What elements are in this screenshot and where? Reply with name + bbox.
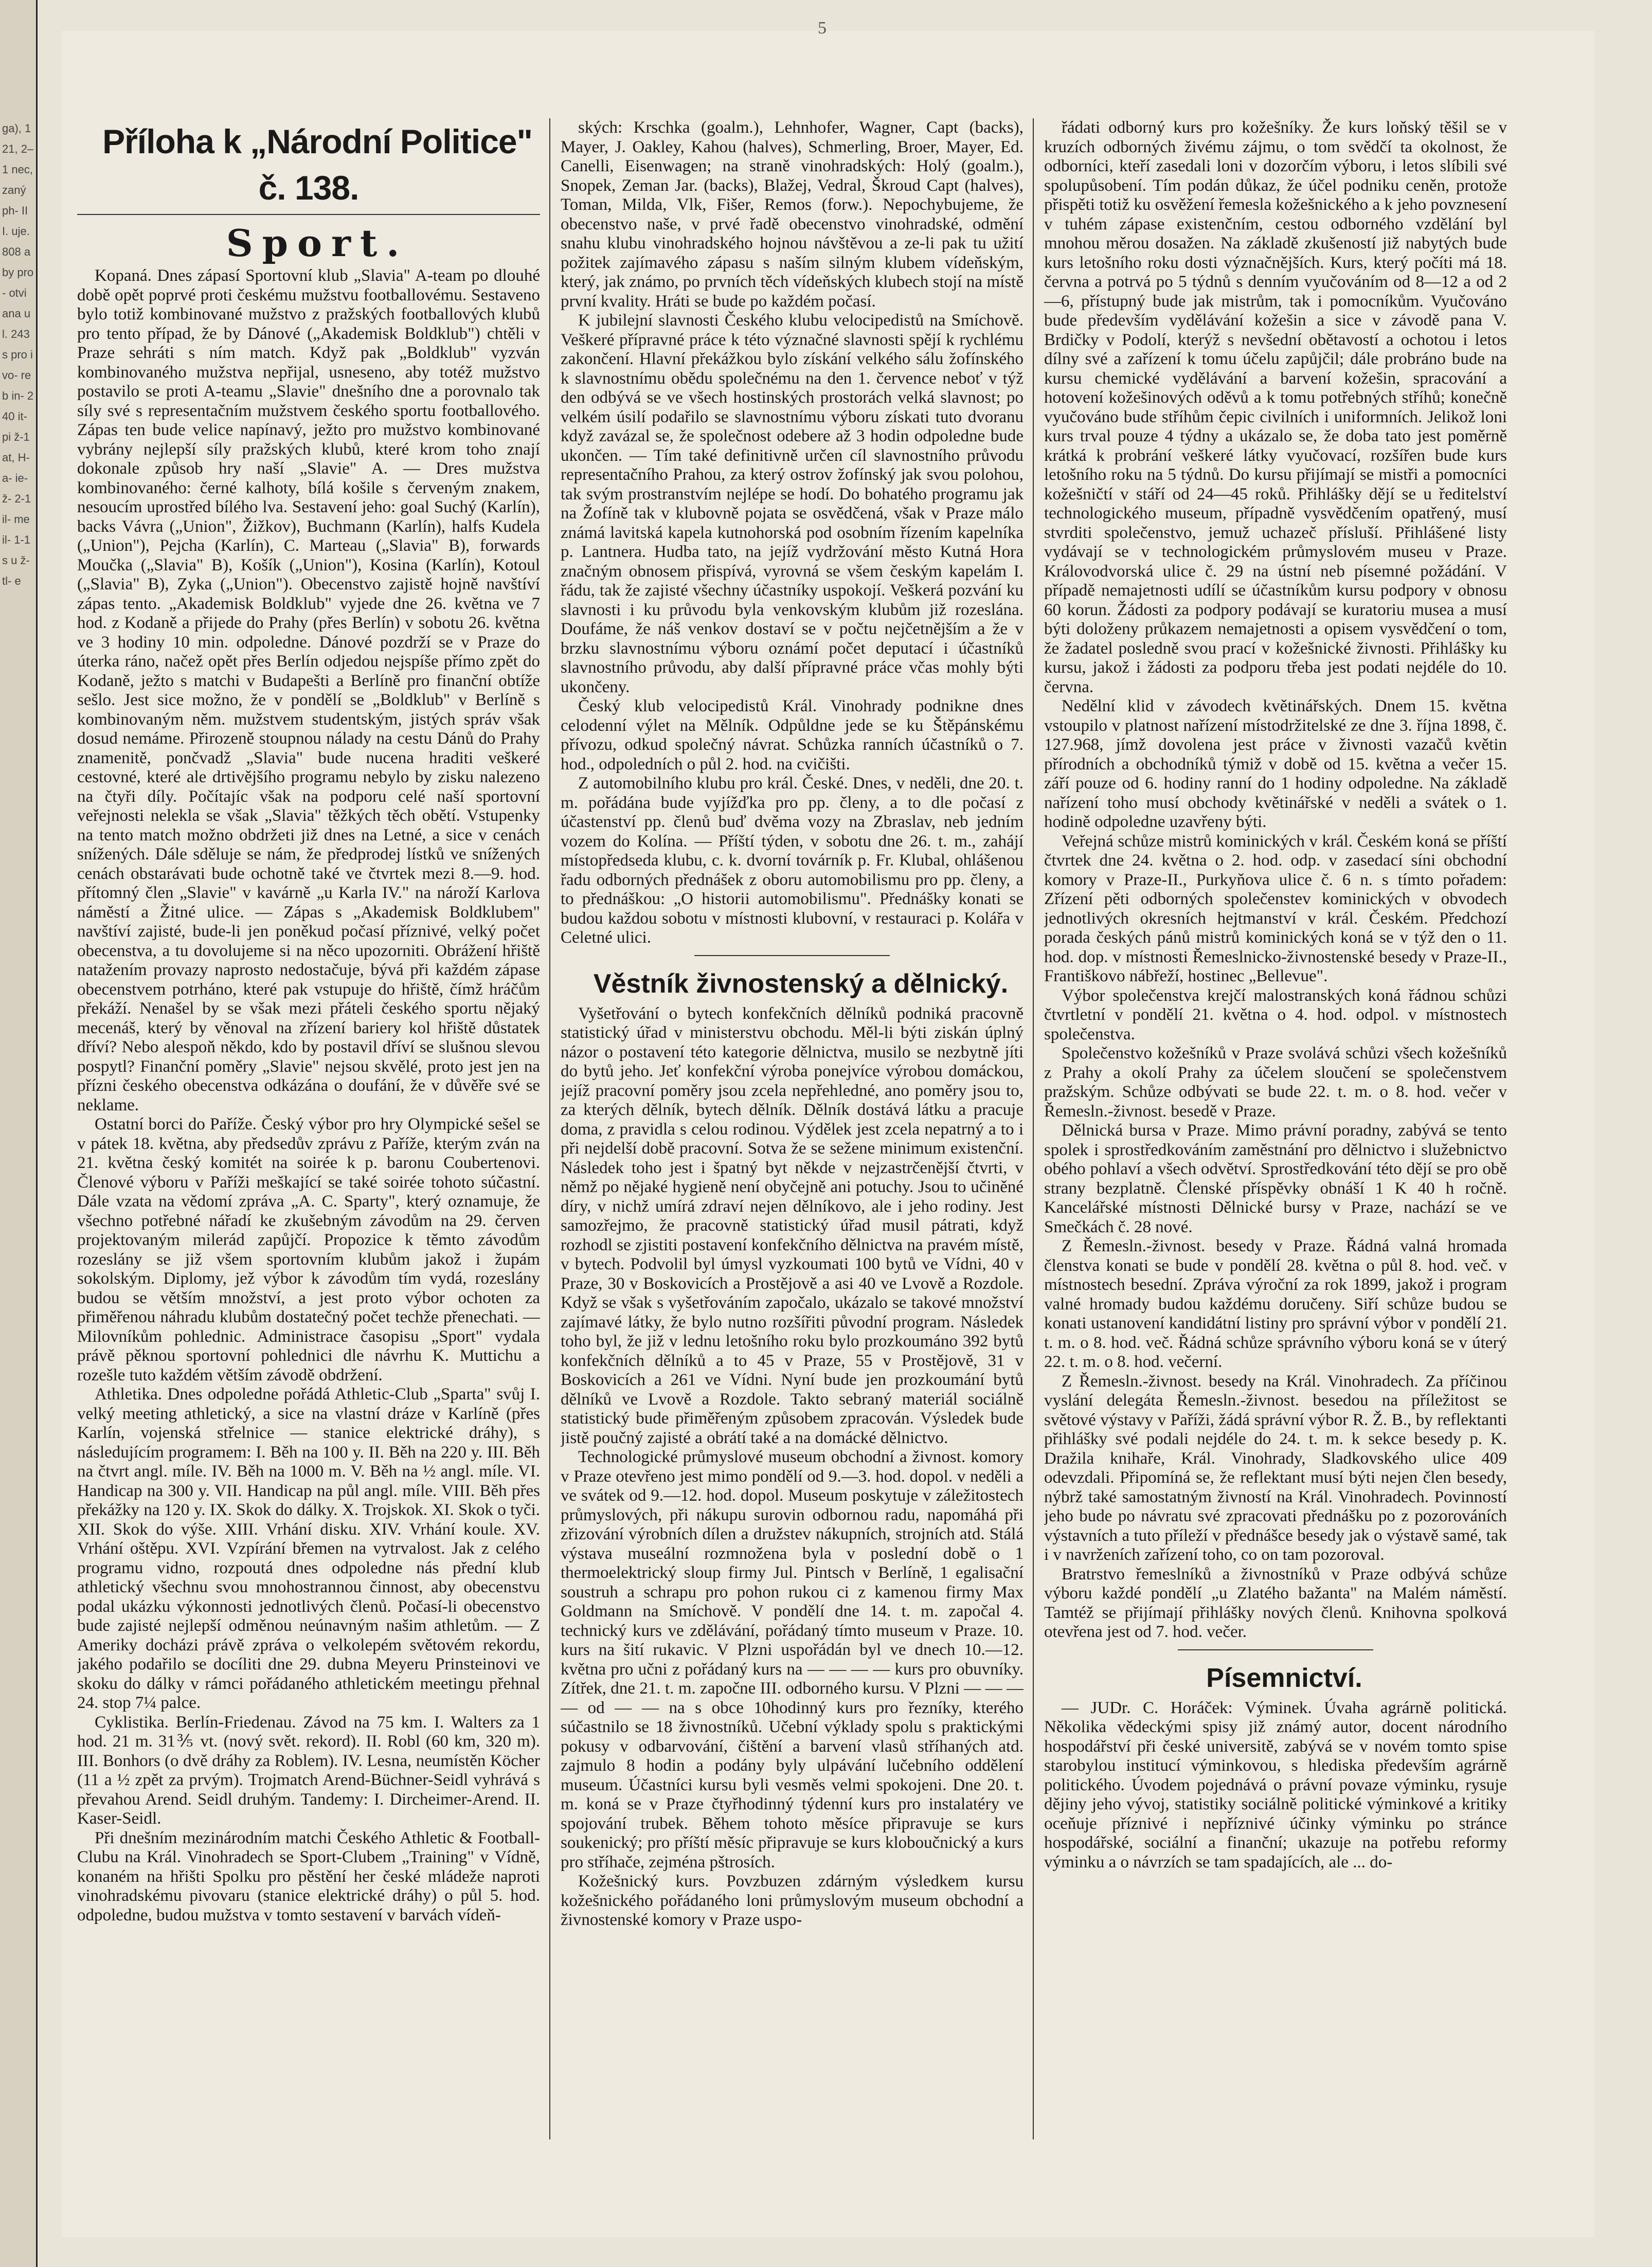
- article-konfekce: Vyšetřování o bytech konfekčních dělníků podniká pracovně statistický úřad v ministerstvu obchodu. Měl-li býti ziskán úplný názor o postavení této kategorie dělnictva, musilo se nezbytně jíti do bytů jeho. Jeť konfekční výroba ponejvíce výrobou domáckou, jejíž pracovní poměry jsou zcela nepřehledné, ano poměry jsou to, za kterých dělník, bytech dělník. Dělník dostává látku a pracuje doma, z pravidla s celou rodinou. Výdělek jest zcela nepatrný a to i při nejdelší době pracovní. Sotva že se sežene minimum existenční. Následek toho jest i špatný byt někde v nejzastrčenější čtvrti, v němž po nějaké hygieně není obyčejně ani potuchy. Jsou to učiněné díry, v nichž umírá zdraví nejen dělníkovo, ale i jeho rodiny. Jest samozřejmo, že pracovně statistický úřad musil pátrati, když rozhodl se zjistiti postavení konfekčního dělnictva na pravém místě, v bytech. Podvolil byl úmysl vyzkoumati 100 bytů ve Vídni, 40 v Praze, 30 v Boskovicích a Prostějově a asi 40 ve Lvově a Rozdole. Když se však s vyšetřováním započalo, ukázalo se takové množství zajímavé látky, že bylo nutno rozšířiti původní program. Následek toho byl, že již v lednu letošního roku bylo prozkoumáno 392 bytů konfekčních dělníků a to 45 v Praze, 55 v Prostějově, 31 v Boskovicích a 261 ve Vídni. Nyní bude jen prozkoumání bytů dělníků ve Lvově a Rozdole. Takto sebraný materiál sociálně statistický bude přiměřeným způsobem zpracován. Výsledek bude jistě poučný zajisté a obrátí také a na domácké dělnictvo.: [561, 1004, 1023, 1447]
- gutter-fragment-text: ga), 121, 2–1 nec, zaný ph- III. uje. 808 aby pro- otvi ana ul. 243 s pro ivo- reb in- 240 it- pi ž-1 at, H- a- ie- ž- 2-1 il- me il- 1-1 s u ž- tl- e: [2, 122, 34, 587]
- article-beseda-vinohrady: Z Řemesln.-živnost. besedy na Král. Vinohradech. Za příčinou vyslání delegáta Řemesln.-živnost. besedou na příležitost se světové výstavy v Paříži, žádá správní výbor R. Ž. B., by reflektanti přihlášky své podali nejdéle do 24. t. m. k sekce besedy p. K. Dražila knihaře, Král. Vinohrady, Sladkovského ulice 409 odevzdali. Připomíná se, že reflektant musí býti nejen člen besedy, nýbrž také samostatným živností na Král. Vinohradech. Povinností jeho bude po návratu své zpracovati přednášku po z pozorováních výstavních a tuto příleží v přednášce besedy jak o výstavě samé, tak i v navrženích zařízení toho, co on tam pozoroval.: [1044, 1372, 1507, 1564]
- article-krejci: Výbor společenstva krejčí malostranských koná řádnou schůzi čtvrtletní v pondělí 21. května o 4. hod. odpol. v místnostech společenstva.: [1044, 986, 1507, 1043]
- vestnik-section-title: Věstník živnostenský a dělnický.: [593, 968, 1009, 999]
- article-kominici: Veřejná schůze mistrů kominických v král. Českém koná se příští čtvrtek dne 24. května o 2. hod. odp. v zasedací síni obchodní komory v Praze-II., Purkyňova ulice č. 6 n. s tímto pořadem: Zřízení pěti odborných společenstev kominických v obvodech jednotlivých okresních hejtmanství v král. Českém. Předchozí porada českých pánů mistrů kominických koná se v týž den o 11. hod. dop. v místnosti Řemeslnicko-živnostenské besedy v Praze-II., Františkovo nábřeží, hostinec „Bellevue".: [1044, 832, 1507, 985]
- article-delnicka-bursa: Dělnická bursa v Praze. Mimo právní poradny, zabývá se tento spolek i sprostředkováním zaměstnání pro dělnictvo i služebnictvo obého pohlaví a všech odvětví. Sprostředkování této dějí se pro obě strany bezplatně. Členské příspěvky obnáší 1 K 40 h ročně. Kancelářské místnosti Dělnické bursy v Praze, nachází se ve Smečkách č. 28 nové.: [1044, 1121, 1507, 1236]
- left-gutter: [0, 0, 38, 2267]
- title-rule: [77, 214, 540, 215]
- article-kozesnici: Společenstvo kožešníků v Praze svolává schůzi všech kožešníků z Prahy a okolí Prahy za účelem sloučení se společenstvem pražským. Schůze odbývati se bude 22. t. m. o 8. hod. večer v Řemesln.-živnost. besedě v Praze.: [1044, 1044, 1507, 1121]
- article-technologicke-museum: Technologické průmyslové museum obchodní a živnost. komory v Praze otevřeno jest mimo pondělí od 9.—3. hod. dopol. v neděli a ve svátek od 9.—12. hod. dopol. Museum poskytuje v záležitostech průmyslových, při nákupu surovin odbornou radu, napomáhá při zřizování výrobních dílen a družstev nákupních, strojních atd. Stálá výstava museální rozmnožena byla v poslední době o 1 thermoelektrický sloup firmy Jul. Pintsch v Berlíně, 1 egalisační soustruh a schrapu pro pohon rukou ci z kamenou firmy Max Goldmann na Smíchově. V pondělí dne 14. t. m. započal 4. technický kurs ve zdělávání, pořádaný tímto museum v Praze. 10. kurs na šití rukavic. V Plzni uspořádán byl ve dnech 10.—12. května pro učni z pořádaný kurs na — — — — kurs pro obuvníky. Zítřek, dne 21. t. m. započne III. odborného kursu. V Plzni — — — — od — — na s obce 10hodinný kurs pro řezníky, kterého súčastnilo se 18 živnostníků. Učební výklady spolu s praktickými pokusy v odbarvování, čištění a barvení vlasů stříhaných atd. zajmulo 8 hodin a podány byly ulpávání lučebního oddělení museum. Účastníci kursu byli vesměs velmi spokojeni. Dne 20. t. m. koná se v Praze čtyřhodinný týdenní kurs pro instalatéry ve spojování trubek. Během tohoto měsíce připravuje se kurs soukenický; pro příští měsíc připravuje se kurs kloboučnický a kurs pro stříhače, zejména pštrosích.: [561, 1448, 1023, 1872]
- article-kurs-continued: řádati odborný kurs pro kožešníky. Že kurs loňský těšil se v kruzích odborných živému zájmu, o tom svědčí ta okolnost, že odborníci, kteří zasedali loni v dozorčím výboru, i letos slíbili své spolupůsobení. Tím podán důkaz, že účel podniku ceněn, protože přispěti totiž ku osvěžení řemesla kožešnického a k jeho povznesení v tuhém zápase existenčním, cestou odborného vzdělání byl mnohou měrou dosažen. Na základě zkušeností již nabytých bude kurs letošního roku dosti význačnějších. Kurs, který počíti má 18. června a potrvá po 5 týdnů s denním vyučováním od 8—12 a od 2—6, přístupný bude jak mistrům, tak i pomocníkům. Vyučováno bude především vydělávání kožešin a sice v závodě pana V. Brdičky v Podolí, kterýž s nevšední obětavostí a ochotou i letos dílny své a zařízení k tomu účelu zapůjčil; dále probráno bude na kursu chemické vydělávání a barvení kožešin, spracování a hotovení kožešinových oděvů a k tomu potřebných stříhů; konečně vyučováno bude stříhům čepic civilních i uniformních. Jelikož loni kurs trval pouze 4 týdny a ukázalo se, že doba tato jest poměrně krátká k probrání veškeré látky vyučovací, rozšířen bude kurs letošního roku na 5 týdnů. Do kursu přijímají se mistři a pomocníci kožešničtí v stáří od 24—45 roků. Přihlášky dějí se u ředitelství technologického museum, případně vysvědčením opatřený, musí stvrditi společenstvo, jemuž uchazeč přísluší. Přihlášené listy vydávají se v technologickém průmyslovém museu v Praze. Královodvorská ulice č. 29 na ústní neb písemné požádání. V případě nemajetnosti udílí se účastníkům kursu podpory v obnosu 60 korun. Žádosti za podpory podávají se kuratoriu musea a musí býti doloženy průkazem nemajetnosti a opisem vysvědčení o tom, že žadatel posledně svou prací v kožešnické živnosti. Přihlášky ku kursu, jakož i žádosti za podporu třeba jest podati nejdéle do 10. června.: [1044, 118, 1507, 696]
- section-divider-2: [1178, 1649, 1373, 1650]
- article-kozesnicky-kurs: Kožešnický kurs. Povzbuzen zdárným výsledkem kursu kožešnického pořádaného loni průmyslovým museum obchodní a živnostenské komory v Praze uspo-: [561, 1872, 1023, 1929]
- article-jubilee-velocipede: K jubilejní slavnosti Českého klubu velocipedistů na Smíchově. Veškeré přípravné práce k této význačné slavnosti spějí k rychlému zakončení. Hlavní překážkou bylo získání velkého sálu žofínského k slavnostnímu obědu společnému na den 1. července neboť v týž den odbývá se ve všech hostinských prostorách velká slavnost; po velkém úsilí podařilo se slavnostnímu výboru získati tuto dvoranu když zavázal se, že společnost odebere až 3 hodin odpoledne bude ukončen. — Tím také definitivně určen cíl slavnostního průvodu representačního Prahou, za který ostrov žofínský jak svou polohou, tak svým prostranstvím nejlépe se hodí. Do bohatého programu jak na Žofíně tak v klubovně pojata se osvědčená, však v Praze málo známá lavitská kapela kutnohorská pod osobním řízením kapelníka p. Lantnera. Hudba tato, na jejíž vydržování město Kutná Hora značným obnosem přispívá, vyrovná se všem českým kapelám I. řádu, tak že zajisté všechny účastníky uspokojí. Veškerá pozvání ku slavnosti i ku průvodu byla venkovským klubům již rozeslána. Doufáme, že náš venkov dostaví se v počtu nejčetnějším a že v brzku slavnostnímu výboru oznámí počet deputací i účastníků slavnostního průvodu, aby další přípravné práce včas mohly býti ukončeny.: [561, 311, 1023, 696]
- column-rule-2: [1033, 118, 1034, 2139]
- article-nedelni-klid: Nedělní klid v závodech květinářských. Dnem 15. května vstoupilo v platnost nařízení místodržitelské ze dne 3. října 1898, č. 127.968, jímž dovolena jest práce v živnosti vazačů květin přírodních a obchodníků týmiž v době od 15. května a večer 15. září pouze od 6. hodiny ranní do 1 hodiny odpoledne. Na základě nařízení toho musí obchody květinářské v neděli a svátek o 1. hodině odpoledne uzavřeny býti.: [1044, 697, 1507, 831]
- sport-section-title: Sport.: [226, 221, 409, 265]
- column-1: [77, 118, 540, 2181]
- article-olympic: Ostatní borci do Paříže. Český výbor pro hry Olympické sešel se v pátek 18. května, aby předsedův zprávu z Paříže, kterým zván na 21. května český komitét na soirée k p. baronu Coubertenovi. Členové výboru v Paříži meškající se také soirée tohoto súčastní. Dále vzata na vědomí zpráva „A. C. Sparty", který oznamuje, že všechno potřebné nářadí ke zkušebným závodům na 29. červen projektovaným milerád zapůjčí. Propozice k těmto závodům rozeslány se již všem sportovním klubům jakož i župám sokolským. Diplomy, jež výbor k závodům tím vydá, rozeslány budou se větším množství, a jest proto výbor ochoten za přiměřenou náhradu klubům dostatečný počet techže přenechati. — Milovníkům pohlednic. Administrace časopisu „Sport" vydala právě pěknou sportovní pohlednici dle návrhu K. Muttichu a rozešle tuto každém větším závodě obdržení.: [77, 1115, 540, 1384]
- article-match-vinohrady: Při dnešním mezinárodním matchi Českého Athletic & Football-Clubu na Král. Vinohradech se Sport-Clubem „Training" v Vídně, konaném na hřišti Spolku pro pěstění her české mládeže naproti vinohradskému pivovaru (stanice elektrické dráhy) o půl 5. hod. odpoledne, budou mužstva v tomto sestavení v barvách vídeň-: [77, 1828, 540, 1924]
- pisemnictvi-section-title: Písemnictví.: [1206, 1663, 1362, 1693]
- article-bratrstvo: Bratrstvo řemeslníků a živnostníků v Praze odbývá schůze výboru každé pondělí „u Zlatého bažanta" na Malém náměstí. Tamtéž se přijímají přihlášky nových členů. Knihovna spolková otevřena jest od 7. hod. večer.: [1044, 1564, 1507, 1641]
- article-cyklistika: Cyklistika. Berlín-Friedenau. Závod na 75 km. I. Walters za 1 hod. 21 m. 31⅗ vt. (nový svět. rekord). II. Robl (60 km, 320 m). III. Bonhors (o dvě dráhy za Roblem). IV. Lesna, neumístěn Köcher (11 a ½ zpět za prvým). Trojmatch Arend-Büchner-Seidl vyhrává s převahou Arend. Seidl druhým. Tandemy: I. Dircheimer-Arend. II. Kaser-Seidl.: [77, 1713, 540, 1828]
- article-match-continued: ských: Krschka (goalm.), Lehnhofer, Wagner, Capt (backs), Mayer, J. Oakley, Kahou (halves), Schmerling, Broer, Mayer, Ed. Canelli, Eisenwagen; na straně vinohradských: Holý (goalm.), Snopek, Zeman Jar. (backs), Blažej, Vedral, Škroud Capt (halves), Toman, Milda, Vlk, Fišer, Remos (forw.). Nepochybujeme, že obecenstvo naše, v prvé řadě obecenstvo vinohradské, odmění snahu klubu vinohradského hojnou návštěvou a ze-li pak tu užití požitek zajímavého zápasu s naším silným klubem vídeňským, který, jak známo, po prvních těch vídeňských klubech stojí na místě první kvality. Hráti se bude po každém počasí.: [561, 118, 1023, 311]
- supplement-title: Příloha k „Národní Politice" č. 138.: [102, 122, 532, 207]
- article-beseda-praha: Z Řemesln.-živnost. besedy v Praze. Řádná valná hromada členstva konati se bude v pondělí 28. května o půl 8. hod. več. v místnostech besední. Zpráva výroční za rok 1899, jakož i program valné hromady budou každému doručeny. Siří schůze budou se konati ustanovení kandidátní listiny pro správní výbor v pondělí 21. t. m. o 8. hod. več. Řádná schůze správního výboru koná se v úterý 22. t. m. o 8. hod. večerní.: [1044, 1237, 1507, 1371]
- article-kopana: Kopaná. Dnes zápasí Sportovní klub „Slavia" A-team po dlouhé době opět poprvé proti českému mužstvu footballovému. Sestaveno bylo totiž kombinované mužstvo z pražských footballových klubů pro tento případ, že by Dánové („Akademisk Boldklub") chtěli v Praze sehráti s ním match. Když pak „Boldklub" vyzván kombinovaného mužstva nepřijal, usneseno, aby totéž mužstvo postavilo se proti A-teamu „Slavie" dnešního dne a porovnalo tak síly své s representačním mužstvem českého sportu footballového. Zápas ten bude velice napínavý, ježto pro mužstvo kombinované vybrány nejlepší síly pražských klubů, které krom toho znají dokonale způsob hry naší „Slavie" A. — Dres mužstva kombinovaného: černé kalhoty, bílá košile s červeným znakem, nesoucím uprostřed bílého lva. Sestavení jeho: goal Suchý (Karlín), backs Vávra („Union", Žižkov), Buchmann (Karlín), halfs Kudela („Union"), Pejcha (Karlín), C. Marteau („Slavia" B), forwards Moučka („Slavia" B), Košík („Union"), Kosina (Karlín), Kotoul („Slavia" B), Zyka („Union"). Obecenstvo zajistě hojně navštíví zápas tento. „Akademisk Boldklub" vyjede dne 26. května ve 7 hod. z Kodaně a přijede do Prahy (přes Berlín) v sobotu 26. května ve 3 hodiny 10 min. odpoledne. Dánové pozdrží se v Praze do úterka ráno, načež opět přes Berlín odjedou nejspíše přímo zpět do Kodaně, ježto s matchi v Budapešti a Berlíně pro finanční obtíže sešlo. Jest sice možno, že v pondělí se „Boldklub" v Berlíně s kombinovaným něm. mužstvem studentským, jistých správ však dosud nemáme. Přirozeně stoupnou nálady na cestu Dánů do Prahy znamenitě, pončvadž „Slavia" bude nucena hraditi veškeré cestovné, které ale drtivějšího programu nebylo by zisku nalezeno na čtyři díly. Počítajíc však na podporu celé naší sportovní veřejnosti nelekla se však „Slavia" těžkých těch obětí. Vstupenky na tento match možno obdržeti již dnes na Letné, a sice v cenách snížených. Dále sděluje se nám, že předprodej lístků ve snížených cenách obstarávati bude ochotně také ve čtvrtek mezi 8.—9. hod. přítomný člen „Slavie" v kavárně „u Karla IV." na nároží Karlova náměstí a Žitné ulice. — Zápas s „Akademisk Boldklubem" navštíví zajisté, bude-li jen poněkud počasí příznivé, velký počet obecenstva, a tu dovolujeme si na něco upozorniti. Obrážení hřiště natažením provazy naprosto nedostačuje, bývá při každém zápase obecenstvem potrháno, které pak vstupuje do hřiště, čímž hráčům překáží. Nenašel by se však mezi přáteli českého sportu nějaký mecenáš, který by věnoval na zřízení bariery kol hřiště důstatek dříví? Nebo alespoň někdo, kdo by postavil dříví se slušnou slevou pospytl? Finanční poměry „Slavie" nejsou skvělé, proto jest jen na přízni českého obecenstva odkázána o doufání, že v důvěře své se neklame.: [77, 266, 540, 1114]
- article-athletika: Athletika. Dnes odpoledne pořádá Athletic-Club „Sparta" svůj I. velký meeting athletický, a sice na vlastní dráze v Karlíně (přes Karlín, vojenská střelnice — stanice elektrické dráhy), s následujícím programem: I. Běh na 100 y. II. Běh na 220 y. III. Běh na čtvrt angl. míle. IV. Běh na 1000 m. V. Běh na ½ angl. míle. VI. Handicap na 300 y. VII. Handicap na půl angl. míle. VIII. Běh přes překážky na 120 y. IX. Skok do dálky. X. Trojskok. XI. Skok o tyči. XII. Skok do výše. XIII. Vrhání disku. XIV. Vrhání koule. XV. Vrhání oštěpu. XVI. Vzpírání břemen na vytrvalost. Jak z celého programu vidno, rozpoutá dnes odpoledne nás přední klub athletický všechnu svou mnohostrannou činnost, aby obecenstvu podal ukázku výkonnosti jednotlivých členů. Počasí-li obecenstvo bude zajisté nejlepší odměnou neúnavným našim athletům. — Z Ameriky docházi právě zpráva o velkolepém světovém rekordu, jakého podařilo se docíliti dne 29. dubna Meyeru Prinsteinovi ve skoku do dálky v rámci pořádaného athletickém meetingu přehnal 24. stop 7¼ palce.: [77, 1385, 540, 1712]
- article-vyminek-review: — JUDr. C. Horáček: Výminek. Úvaha agrárně politická. Několika vědeckými spisy již známý autor, docent národního hospodářství při české universitě, zabývá se v novém tomto spise starobylou institucí výminkovou, s hlediska především agrárně politického. Úvodem pojednává o právní povaze výminku, rysuje dějiny jeho vývoj, statistiky sociálně politické výminkové a kritiky oceňuje příznivé i nepříznivé účinky výminku po stránce hospodářské, sociální a finanční; ukazuje na potřebu reformy výminku a o návrzích se tam spadajících, ale ... do-: [1044, 1698, 1507, 1872]
- page-mark: 5: [818, 19, 827, 38]
- section-divider: [694, 955, 890, 956]
- article-vinohrady-club: Český klub velocipedistů Král. Vinohrady podnikne dnes celodenní výlet na Mělník. Odpůldne jede se ku Štěpánskému přívozu, odkud společný návrat. Schůzka ranních účastníků o 7. hod., odpoledních o půl 2. hod. na cvičišti.: [561, 697, 1023, 773]
- column-2: [561, 118, 1023, 2181]
- article-automobile-club: Z automobilního klubu pro král. České. Dnes, v neděli, dne 20. t. m. pořádána bude vyjížďka pro pp. členy, a to dle počasí z účastenství pp. členů buď dvěma vozy na Zbraslav, neb jedním vozem do Kolína. — Příští týden, v sobotu dne 26. t. m., zahájí místopředseda klubu, c. k. dvorní továrník p. Fr. Klubal, ohlášenou řadu odborných přednášek z oboru automobilismu pro pp. členy, a to přednáškou: „O historii automobilismu". Přednášky konati se budou každou sobotu v místnosti klubovní, v restauraci p. Kolářa v Celetné ulici.: [561, 774, 1023, 947]
- column-rule-1: [549, 118, 550, 2139]
- column-3: [1044, 118, 1507, 2181]
